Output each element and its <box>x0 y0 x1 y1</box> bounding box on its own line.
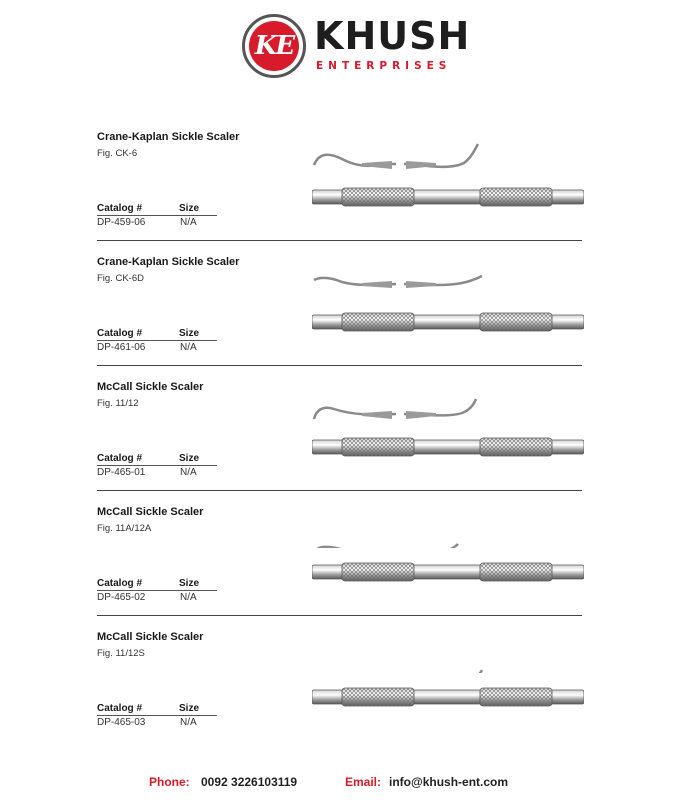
product-item <box>0 256 689 381</box>
product-figure: Fig. 11/12S <box>97 648 145 659</box>
size-value: N/A <box>180 592 197 603</box>
catalog-label: Catalog # <box>97 203 143 214</box>
company-name: KHUSH <box>314 14 471 58</box>
instrument-handle-image <box>312 685 584 709</box>
size-label: Size <box>179 328 200 339</box>
label-rule <box>97 715 217 716</box>
instrument-tips-image <box>312 266 487 298</box>
instrument-handle-image <box>312 310 584 334</box>
product-title: Crane-Kaplan Sickle Scaler <box>97 131 240 143</box>
email-label: Email: <box>345 775 382 789</box>
product-title: McCall Sickle Scaler <box>97 631 204 643</box>
product-title: Crane-Kaplan Sickle Scaler <box>97 256 240 268</box>
instrument-tips-image <box>312 141 487 173</box>
label-rule <box>97 465 217 466</box>
section-divider <box>97 490 582 491</box>
instrument-tips-image <box>312 641 487 673</box>
product-figure: Fig. CK-6D <box>97 273 144 284</box>
size-value: N/A <box>180 342 197 353</box>
label-rule <box>97 340 217 341</box>
catalog-label: Catalog # <box>97 453 143 464</box>
catalog-number: DP-465-02 <box>97 592 146 603</box>
label-rule <box>97 215 217 216</box>
company-logo <box>242 14 471 80</box>
size-value: N/A <box>180 717 197 728</box>
catalog-number: DP-465-01 <box>97 467 146 478</box>
logo-emblem <box>242 14 306 78</box>
product-title: McCall Sickle Scaler <box>97 381 204 393</box>
logo-monogram: KE <box>249 21 299 71</box>
size-label: Size <box>179 453 200 464</box>
product-item <box>0 631 689 756</box>
size-value: N/A <box>180 467 197 478</box>
instrument-tips-image <box>312 516 487 548</box>
catalog-label: Catalog # <box>97 703 143 714</box>
catalog-number: DP-461-06 <box>97 342 146 353</box>
email-address: info@khush-ent.com <box>389 775 509 789</box>
instrument-handle-image <box>312 435 584 459</box>
size-value: N/A <box>180 217 197 228</box>
instrument-handle-image <box>312 560 584 584</box>
catalog-label: Catalog # <box>97 578 143 589</box>
size-label: Size <box>179 703 200 714</box>
product-item <box>0 506 689 631</box>
catalog-number: DP-465-03 <box>97 717 146 728</box>
contact-footer <box>0 775 689 791</box>
label-rule <box>97 590 217 591</box>
product-figure: Fig. 11/12 <box>97 398 139 409</box>
company-subtitle: ENTERPRISES <box>316 60 452 72</box>
product-item <box>0 131 689 256</box>
product-item <box>0 381 689 506</box>
size-label: Size <box>179 578 200 589</box>
product-figure: Fig. 11A/12A <box>97 523 152 534</box>
catalog-label: Catalog # <box>97 328 143 339</box>
size-label: Size <box>179 203 200 214</box>
product-title: McCall Sickle Scaler <box>97 506 204 518</box>
section-divider <box>97 365 582 366</box>
phone-label: Phone: <box>149 775 190 789</box>
instrument-tips-image <box>312 391 487 423</box>
phone-number: 0092 3226103119 <box>201 775 298 789</box>
section-divider <box>97 615 582 616</box>
product-figure: Fig. CK-6 <box>97 148 138 159</box>
catalog-number: DP-459-06 <box>97 217 146 228</box>
section-divider <box>97 240 582 241</box>
instrument-handle-image <box>312 185 584 209</box>
